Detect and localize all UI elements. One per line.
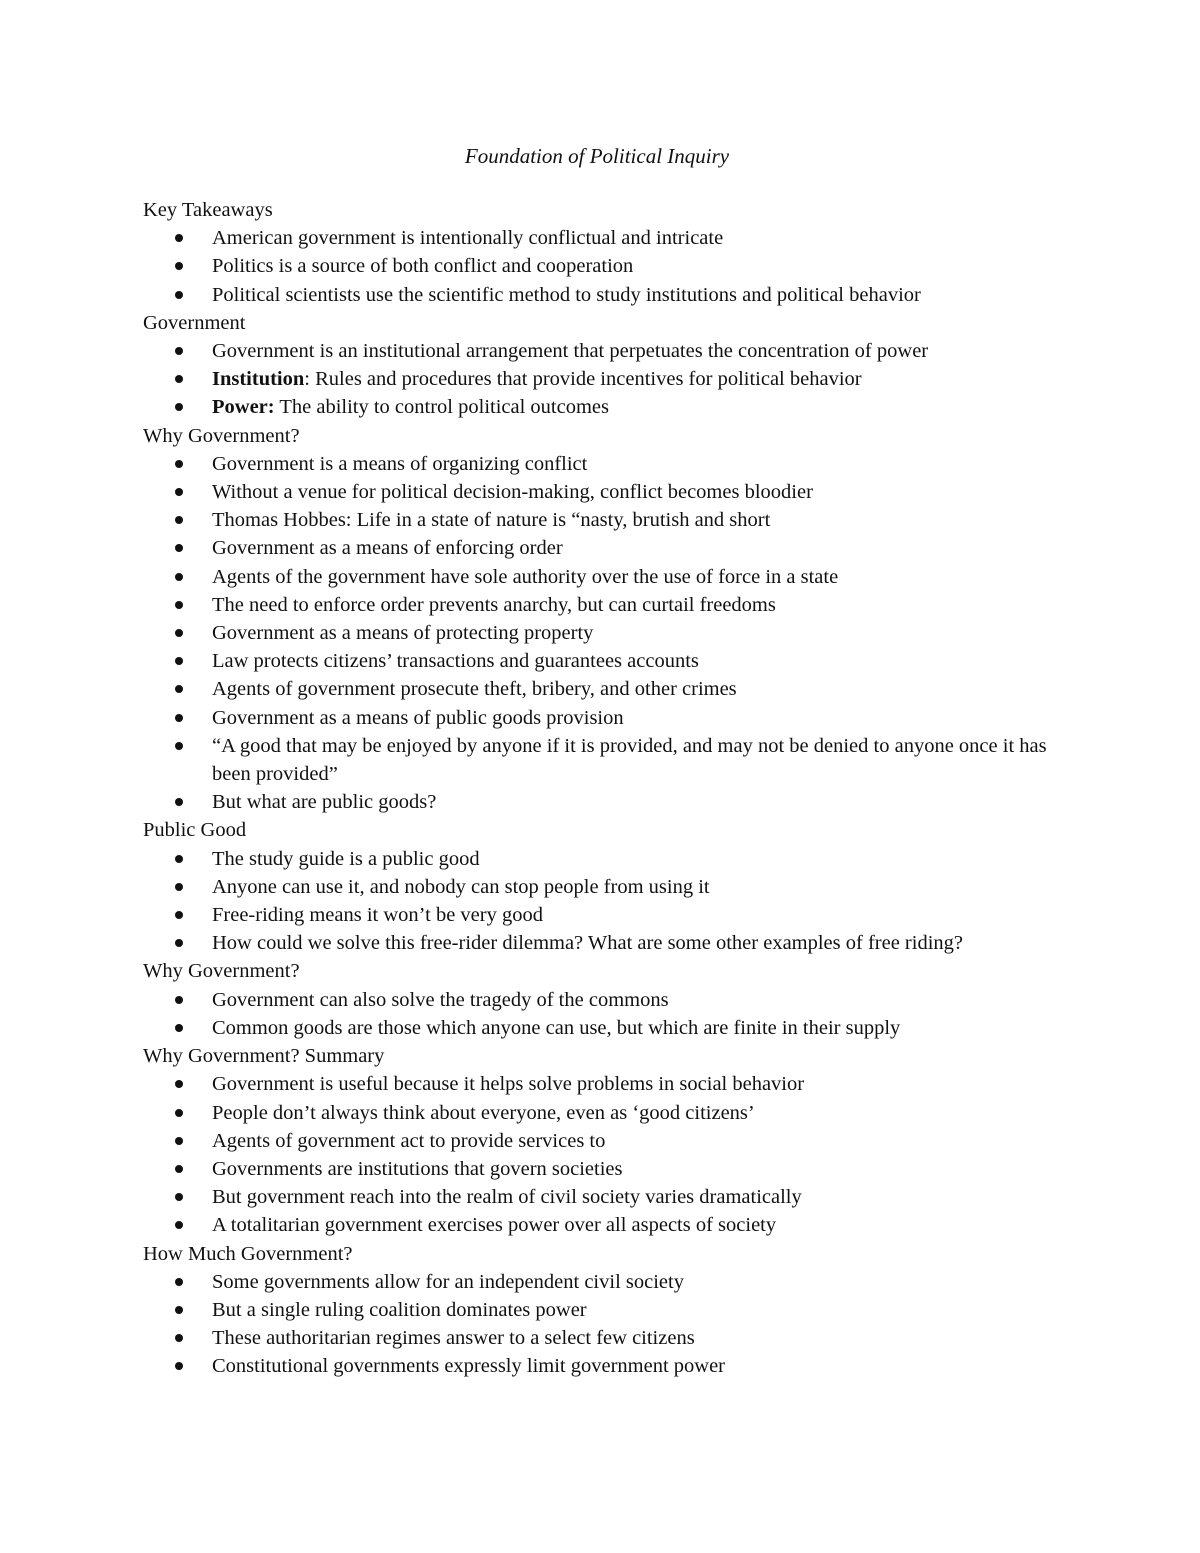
term-label: Institution [212,368,305,391]
list-item [143,1268,1063,1296]
list-item-text: Common goods are those which anyone can use, but which are finite in their supply [212,1016,901,1039]
bullet-icon [175,403,183,411]
list-item-text: American government is intentionally conflictual and intricate [212,227,724,250]
list-item-text: Governments are institutions that govern societies [212,1157,623,1180]
list-item [143,450,1063,478]
list-item [143,986,1063,1014]
bullet-icon [175,685,183,693]
bullet-icon [175,657,183,665]
list-item-text: People don’t always think about everyone, even as ‘good citizens’ [212,1101,755,1124]
list-item-text: Law protects citizens’ transactions and guarantees accounts [212,650,699,673]
list-item-text: But government reach into the realm of civil society varies dramatically [212,1186,802,1209]
list-item-text: Anyone can use it, and nobody can stop people from using it [212,875,710,898]
bullet-icon [175,742,183,750]
bullet-list [143,1070,1063,1239]
bullet-icon [175,1306,183,1314]
list-item-text: Government is useful because it helps solve problems in social behavior [212,1073,805,1096]
list-item-text: Without a venue for political decision-making, conflict becomes bloodier [212,481,813,504]
bullet-list [143,986,1063,1042]
bullet-icon [175,1109,183,1117]
list-item [143,1324,1063,1352]
document-body [143,196,1063,1381]
list-item [143,534,1063,562]
list-item [143,788,1063,816]
list-item [143,393,1063,421]
bullet-icon [175,1221,183,1229]
bullet-icon [175,855,183,863]
bullet-icon [175,883,183,891]
list-item [143,1155,1063,1183]
list-item-text: Government is an institutional arrangement that perpetuates the concentration of power [212,340,929,363]
list-item [143,224,1063,252]
bullet-icon [175,347,183,355]
bullet-icon [175,601,183,609]
bullet-icon [175,544,183,552]
list-item-text: Thomas Hobbes: Life in a state of nature is “nasty, brutish and short [212,509,771,532]
bullet-icon [175,798,183,806]
list-item [143,252,1063,280]
bullet-icon [175,1137,183,1145]
list-item [143,647,1063,675]
list-item [143,901,1063,929]
bullet-icon [175,996,183,1004]
section-heading: Why Government? [143,960,300,983]
bullet-icon [175,375,183,383]
list-item [143,478,1063,506]
list-item-text: Agents of government act to provide services to [212,1129,606,1152]
list-item-text: Government as a means of enforcing order [212,537,563,560]
bullet-icon [175,1334,183,1342]
list-item-text: Some governments allow for an independent civil society [212,1270,684,1293]
list-item [143,732,1063,788]
list-item [143,1296,1063,1324]
bullet-icon [175,939,183,947]
bullet-icon [175,1165,183,1173]
bullet-icon [175,291,183,299]
bullet-list [143,337,1063,422]
list-item-text: A totalitarian government exercises power over all aspects of society [212,1214,777,1237]
section-heading: Government [143,311,246,334]
list-item [143,873,1063,901]
bullet-icon [175,911,183,919]
list-item [143,1211,1063,1239]
bullet-icon [175,488,183,496]
list-item [143,1099,1063,1127]
list-item [143,365,1063,393]
bullet-icon [175,1024,183,1032]
list-item-text: Constitutional governments expressly limit government power [212,1355,725,1378]
bullet-icon [175,629,183,637]
list-item [143,1070,1063,1098]
bullet-icon [175,1080,183,1088]
list-item [143,1014,1063,1042]
list-item [143,929,1063,957]
list-item [143,591,1063,619]
list-item [143,281,1063,309]
list-item [143,1183,1063,1211]
list-item [143,563,1063,591]
document-title: Foundation of Political Inquiry [464,144,730,168]
list-item-text: How could we solve this free-rider dilemma? What are some other examples of free riding? [212,932,964,955]
list-item-text: But a single ruling coalition dominates power [212,1298,587,1321]
list-item-text: Politics is a source of both conflict and cooperation [212,255,634,278]
bullet-list [143,845,1063,958]
bullet-icon [175,516,183,524]
bullet-icon [175,1362,183,1370]
term-label: Power: [212,396,275,419]
bullet-icon [175,262,183,270]
list-item-text: But what are public goods? [212,791,437,814]
list-item [143,1352,1063,1380]
list-item-text: These authoritarian regimes answer to a select few citizens [212,1327,695,1350]
section-heading: Why Government? Summary [143,1045,385,1068]
list-item-text: “A good that may be enjoyed by anyone if it is provided, and may not be denied to anyone once it has been provided” [212,734,1047,786]
list-item-text: Political scientists use the scientific method to study institutions and political behavior [212,283,921,306]
list-item-text: Government as a means of protecting property [212,622,594,645]
bullet-list [143,450,1063,817]
bullet-icon [175,234,183,242]
list-item [143,337,1063,365]
bullet-list [143,224,1063,309]
bullet-icon [175,460,183,468]
bullet-icon [175,573,183,581]
list-item [143,675,1063,703]
list-item-text: Free-riding means it won’t be very good [212,904,543,927]
list-item [143,704,1063,732]
section-heading: Key Takeaways [143,199,273,221]
list-item-text: The need to enforce order prevents anarchy, but can curtail freedoms [212,593,776,616]
section-heading: Why Government? [143,424,300,447]
list-item [143,506,1063,534]
section-heading: Public Good [143,819,247,842]
section-heading: How Much Government? [143,1242,353,1265]
list-item [143,619,1063,647]
bullet-icon [175,1193,183,1201]
list-item-text: Government as a means of public goods provision [212,706,624,729]
list-item-text: : Rules and procedures that provide incentives for political behavior [304,368,862,391]
list-item-text: The ability to control political outcomes [274,396,609,419]
list-item-text: The study guide is a public good [212,847,480,870]
list-item-text: Agents of the government have sole authority over the use of force in a state [212,565,839,588]
list-item-text: Agents of government prosecute theft, bribery, and other crimes [212,678,737,701]
bullet-list [143,1268,1063,1381]
list-item [143,1127,1063,1155]
bullet-icon [175,714,183,722]
list-item-text: Government can also solve the tragedy of the commons [212,988,669,1011]
bullet-icon [175,1278,183,1286]
list-item-text: Government is a means of organizing conflict [212,452,588,475]
list-item [143,845,1063,873]
